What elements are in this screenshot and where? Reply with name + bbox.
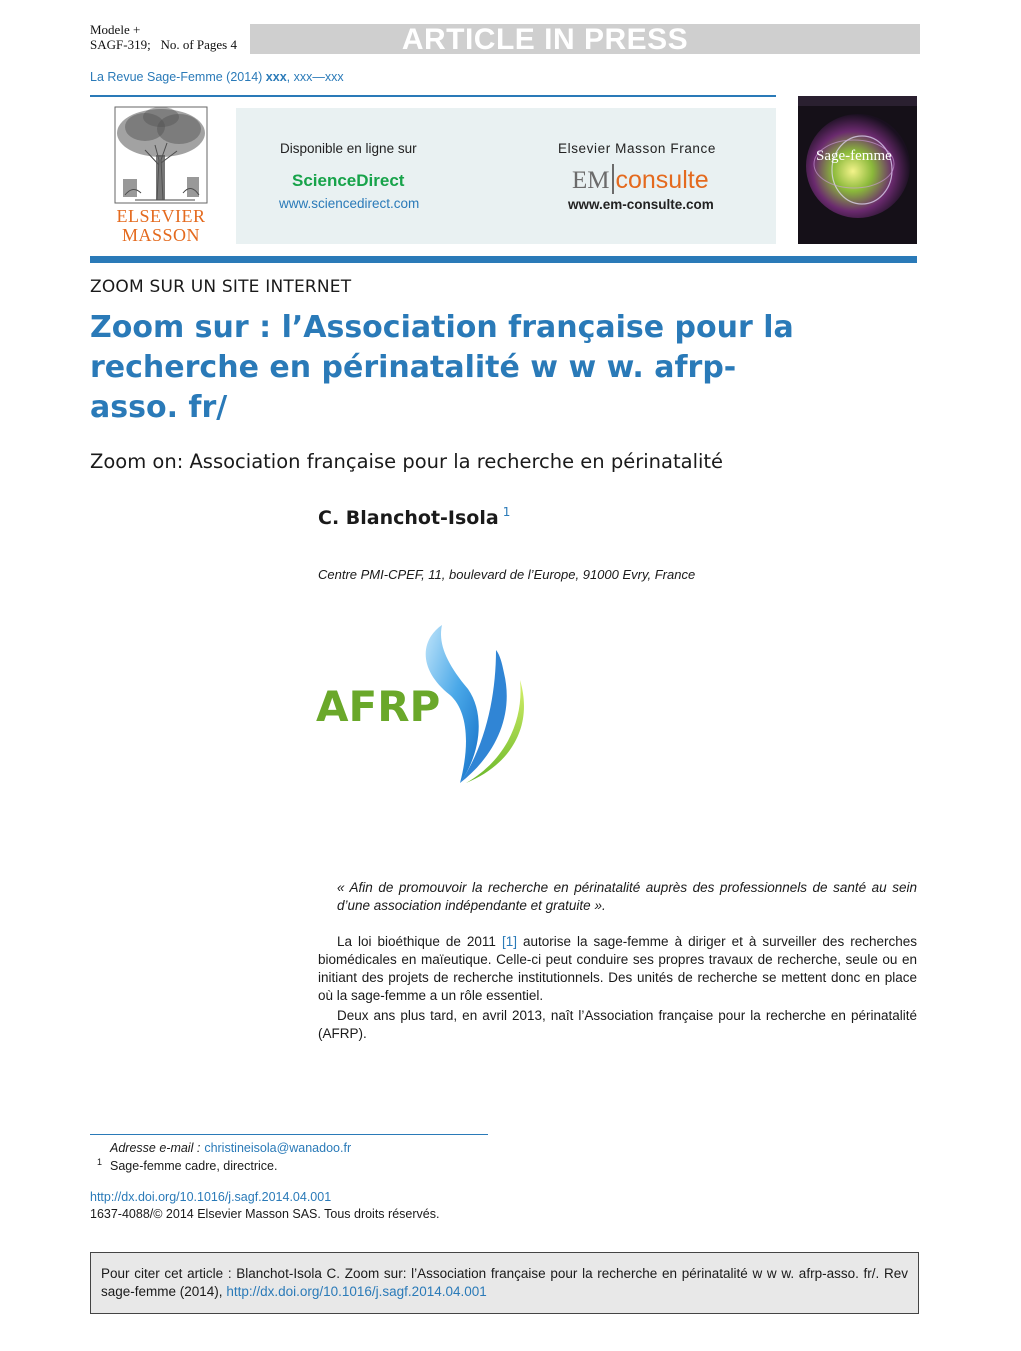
emconsulte-logo: EM consulte — [572, 166, 709, 194]
body-paragraph: La loi bioéthique de 2011 [1] autorise la sage-femme à diriger et à surveiller des recherches biomédicales en maïeutique. Celle-ci peut conduire ses propres travaux de recherche, seule ou en initiant des projets de recherche institutionnels. Des unités de recherche se mettent donc en place où la sage-femme a un rôle essentiel. — [318, 934, 917, 1003]
reference-link[interactable]: [1] — [501, 934, 517, 949]
journal-citation-line — [90, 70, 344, 84]
author-footnote: $^1$ Sage-femme cadre, directrice. — [97, 1157, 278, 1174]
article-english-title: Zoom on: Association française pour la recherche en périnatalité — [90, 450, 724, 473]
author-name: C. Blanchot-Isola $^1$ — [318, 505, 511, 529]
afrp-logo-text: AFRP — [316, 682, 441, 731]
author-email-link[interactable]: christineisola@wanadoo.fr — [204, 1141, 352, 1155]
elsevier-logo — [105, 105, 217, 245]
citation-box: Pour citer cet article : Blanchot-Isola C. Zoom sur: l’Association française pour la recherche en périnatalité w w w. afrp-asso. fr/. Rev sage-femme (2014), http://dx.doi.org/10.1016/j.sagf.2014.04.001 — [90, 1252, 919, 1314]
author-footnote-mark[interactable]: 1 — [502, 505, 511, 519]
afrp-logo — [310, 615, 550, 790]
top-meta-band — [90, 22, 920, 54]
available-online-label: Disponible en ligne sur — [280, 141, 417, 156]
article-code: SAGF-319; — [90, 37, 151, 52]
sciencedirect-logo: ScienceDirect — [292, 171, 405, 190]
doi-link[interactable]: http://dx.doi.org/10.1016/j.sagf.2014.04.001 — [90, 1190, 332, 1204]
elsevier-tree-icon — [105, 105, 217, 205]
header-rule — [90, 95, 776, 97]
svg-text:Sage-femme: Sage-femme — [816, 148, 892, 164]
email-footnote: Adresse e-mail : christineisola@wanadoo.fr — [110, 1141, 352, 1155]
citation-doi-link[interactable]: http://dx.doi.org/10.1016/j.sagf.2014.04.001 — [226, 1284, 487, 1299]
sciencedirect-link[interactable]: www.sciencedirect.com — [279, 196, 420, 211]
body-paragraph: Deux ans plus tard, en avril 2013, naît l’Association française pour la recherche en périnatalité (AFRP). — [318, 1008, 917, 1041]
article-title: Zoom sur : l’Association française pour la recherche en périnatalité w w w. afrp-asso. fr/ — [90, 310, 794, 425]
journal-volume: xxx — [265, 70, 287, 84]
article-in-press-band — [250, 24, 920, 54]
online-availability-box — [236, 108, 776, 244]
journal-name: La Revue Sage-Femme (2014) — [90, 70, 263, 84]
article-in-press-label: ARTICLE IN PRESS — [401, 23, 689, 56]
author-affiliation: Centre PMI-CPEF, 11, boulevard de l’Europe, 91000 Evry, France — [318, 567, 696, 582]
publisher-name: Elsevier Masson France — [558, 141, 717, 156]
footnote-rule — [90, 1134, 488, 1135]
journal-cover-image — [798, 96, 917, 244]
elsevier-masson-wordmark: ELSEVIER MASSON — [116, 206, 206, 245]
journal-cover — [798, 96, 917, 244]
journal-pages: , xxx—xxx — [286, 70, 344, 84]
banner-rule — [90, 256, 917, 263]
emconsulte-link[interactable]: www.em-consulte.com — [568, 197, 714, 212]
epigraph-quote: « Afin de promouvoir la recherche en périnatalité auprès des professionnels de santé au sein d’une association indépendante et gratuite ». — [337, 880, 917, 913]
copyright-line: 1637-4088/© 2014 Elsevier Masson SAS. Tous droits réservés. — [90, 1207, 440, 1221]
model-label: Modele + — [90, 22, 141, 37]
article-meta — [90, 22, 237, 52]
page-count: No. of Pages 4 — [160, 37, 237, 52]
section-label: ZOOM SUR UN SITE INTERNET — [90, 277, 352, 297]
